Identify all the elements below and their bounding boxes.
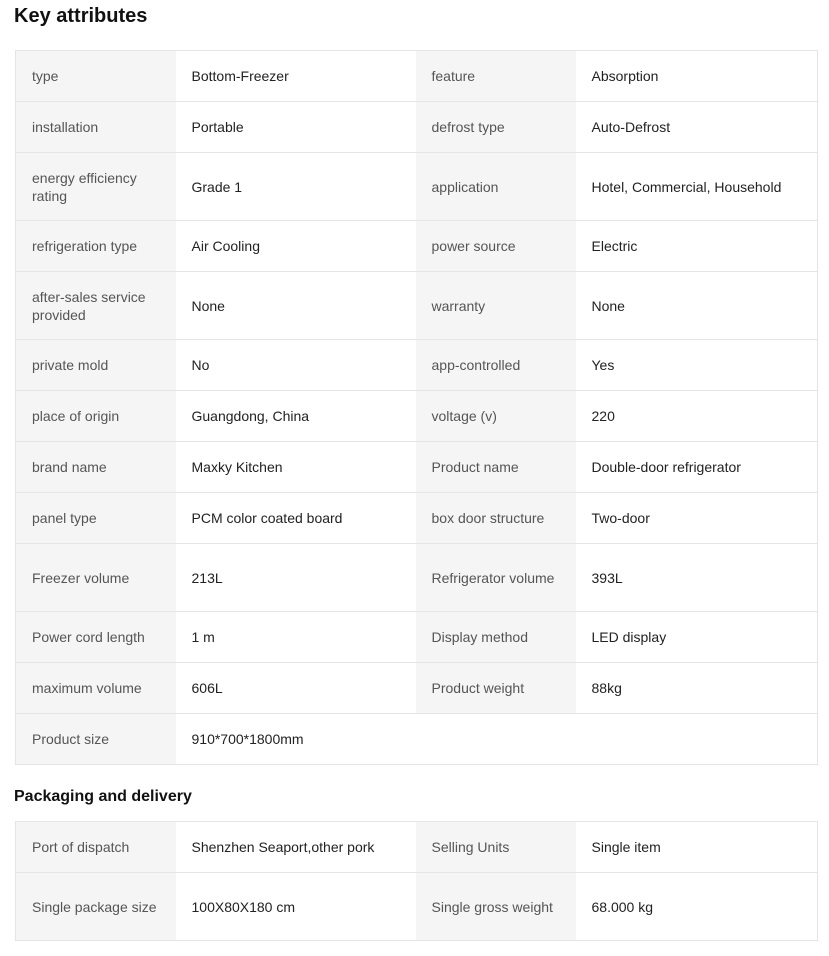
attribute-label: Single package size: [16, 873, 176, 941]
attribute-label: application: [416, 153, 576, 221]
attribute-value: None: [576, 272, 818, 340]
attribute-value: 910*700*1800mm: [176, 714, 416, 765]
attribute-label: app-controlled: [416, 340, 576, 391]
empty-cell: [416, 714, 576, 765]
attribute-value: 100X80X180 cm: [176, 873, 416, 941]
attribute-value: 88kg: [576, 663, 818, 714]
attribute-value: 68.000 kg: [576, 873, 818, 941]
attribute-label: Product size: [16, 714, 176, 765]
attribute-label: Freezer volume: [16, 544, 176, 612]
attribute-label: energy efficiency rating: [16, 153, 176, 221]
table-row: [16, 714, 818, 765]
attribute-label: private mold: [16, 340, 176, 391]
attribute-label: place of origin: [16, 391, 176, 442]
attribute-label: Single gross weight: [416, 873, 576, 941]
table-row: [16, 442, 818, 493]
attribute-value: Maxky Kitchen: [176, 442, 416, 493]
packaging-table: [15, 821, 818, 941]
attribute-label: box door structure: [416, 493, 576, 544]
attribute-label: power source: [416, 221, 576, 272]
table-row: [16, 221, 818, 272]
attribute-value: Auto-Defrost: [576, 102, 818, 153]
attribute-value: Portable: [176, 102, 416, 153]
table-row: [16, 272, 818, 340]
attribute-value: No: [176, 340, 416, 391]
attribute-label: Product name: [416, 442, 576, 493]
table-row: [16, 873, 818, 941]
packaging-title: Packaging and delivery: [14, 788, 192, 805]
attribute-value: 393L: [576, 544, 818, 612]
attribute-label: installation: [16, 102, 176, 153]
attribute-value: Shenzhen Seaport,other pork: [176, 822, 416, 873]
attribute-value: Single item: [576, 822, 818, 873]
key-attributes-table: [15, 50, 818, 765]
attribute-label: maximum volume: [16, 663, 176, 714]
table-row: [16, 822, 818, 873]
attribute-value: Air Cooling: [176, 221, 416, 272]
attribute-value: Electric: [576, 221, 818, 272]
attribute-value: None: [176, 272, 416, 340]
attribute-value: Hotel, Commercial, Household: [576, 153, 818, 221]
attribute-value: 213L: [176, 544, 416, 612]
table-row: [16, 391, 818, 442]
attribute-value: Grade 1: [176, 153, 416, 221]
attribute-label: feature: [416, 51, 576, 102]
attribute-label: after-sales service provided: [16, 272, 176, 340]
attribute-value: Double-door refrigerator: [576, 442, 818, 493]
attribute-value: 220: [576, 391, 818, 442]
attribute-label: Refrigerator volume: [416, 544, 576, 612]
table-row: [16, 493, 818, 544]
attribute-label: Power cord length: [16, 612, 176, 663]
attribute-value: Absorption: [576, 51, 818, 102]
attribute-label: refrigeration type: [16, 221, 176, 272]
attribute-value: 606L: [176, 663, 416, 714]
attribute-label: Selling Units: [416, 822, 576, 873]
attribute-label: Product weight: [416, 663, 576, 714]
attribute-label: Port of dispatch: [16, 822, 176, 873]
table-row: [16, 544, 818, 612]
key-attributes-title: Key attributes: [14, 5, 148, 27]
attribute-label: warranty: [416, 272, 576, 340]
table-row: [16, 612, 818, 663]
empty-cell: [576, 714, 818, 765]
attribute-label: panel type: [16, 493, 176, 544]
attribute-value: 1 m: [176, 612, 416, 663]
attribute-label: brand name: [16, 442, 176, 493]
attribute-value: LED display: [576, 612, 818, 663]
attribute-value: Bottom-Freezer: [176, 51, 416, 102]
attribute-label: voltage (v): [416, 391, 576, 442]
table-row: [16, 153, 818, 221]
attribute-label: defrost type: [416, 102, 576, 153]
attribute-value: Yes: [576, 340, 818, 391]
table-row: [16, 102, 818, 153]
table-row: [16, 51, 818, 102]
attribute-value: Two-door: [576, 493, 818, 544]
attribute-label: type: [16, 51, 176, 102]
attribute-value: Guangdong, China: [176, 391, 416, 442]
attribute-label: Display method: [416, 612, 576, 663]
table-row: [16, 340, 818, 391]
attribute-value: PCM color coated board: [176, 493, 416, 544]
table-row: [16, 663, 818, 714]
